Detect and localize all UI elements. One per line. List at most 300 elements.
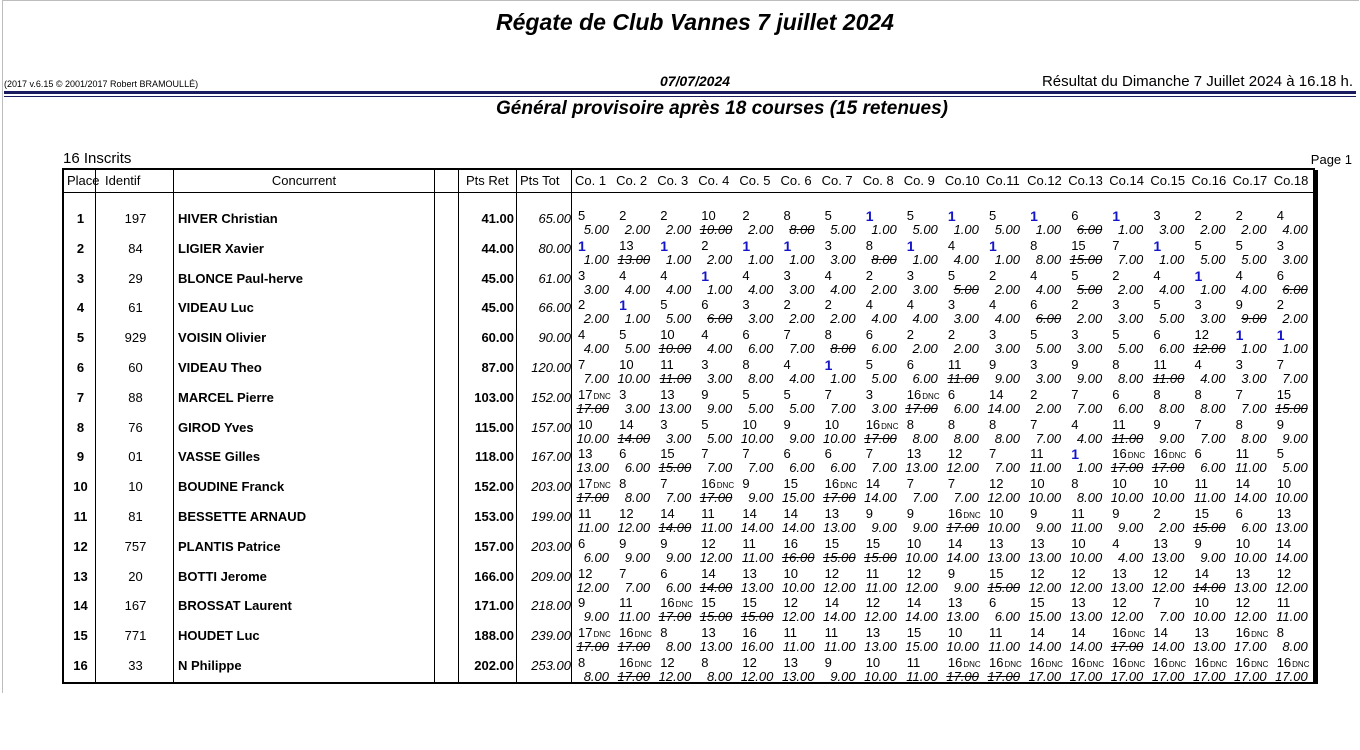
pts-tot-cell: 209.00 [531, 568, 571, 584]
race-rank: 1 [1153, 237, 1162, 254]
race-rank: 1 [824, 357, 833, 373]
race-points: 11.00 [618, 609, 651, 625]
race-points: 1.00 [953, 222, 979, 237]
race-points: 1.00 [665, 251, 692, 267]
race-rank: 14 [824, 595, 840, 611]
race-rank: 7 [1235, 386, 1243, 402]
race-rank: 11 [701, 506, 715, 521]
race-rank: 10 [865, 655, 881, 670]
race-points: 14.00 [1069, 639, 1103, 655]
race-rank: 10 [783, 565, 798, 581]
race-rank: 14 [1194, 565, 1209, 581]
race-rank: 13 [783, 655, 798, 670]
race-rank: 11 [1276, 595, 1291, 611]
pts-tot-cell: 80.00 [538, 240, 571, 256]
competitor-name: BOUDINE Franck [178, 479, 285, 495]
race-points: 4.00 [748, 281, 774, 297]
race-points: 10.00 [1275, 490, 1308, 506]
race-rank: 6 [989, 595, 997, 611]
race-points: 5.00 [1035, 341, 1062, 357]
race-rank: 1 [1276, 327, 1285, 344]
race-rank: 7 [1030, 416, 1038, 432]
race-rank: 11 [783, 625, 797, 641]
race-rank: 4 [578, 327, 586, 343]
race-points: 6.00 [789, 460, 815, 476]
pts-tot-cell: 65.00 [538, 211, 571, 226]
race-points: 17.00 [576, 400, 609, 416]
race-points: 5.00 [789, 400, 815, 416]
race-rank: 4 [1071, 416, 1079, 432]
race-rank: 4 [824, 267, 832, 283]
ident-cell: 88 [128, 389, 143, 405]
race-rank: 5 [660, 297, 668, 313]
race-points: 3.00 [789, 281, 815, 297]
race-rank: 14 [865, 476, 881, 492]
race-points: 4.00 [583, 341, 609, 357]
race-points: 3.00 [583, 281, 609, 297]
race-points: 10.00 [987, 520, 1020, 535]
race-rank: 6 [824, 446, 832, 462]
race-rank: 10 [824, 416, 840, 432]
race-points: 5.00 [871, 371, 897, 386]
race-rank: 12 [701, 535, 716, 551]
race-rank: 8 [1194, 386, 1202, 402]
race-rank: 4 [947, 237, 956, 253]
race-points: 6.00 [706, 311, 733, 327]
table-row [64, 290, 1313, 327]
place-cell: 14 [73, 598, 88, 614]
race-rank: 3 [1030, 357, 1038, 372]
race-points: 11.00 [1152, 371, 1185, 386]
race-points: 13.00 [1069, 609, 1103, 625]
race-rank: 7 [906, 476, 915, 492]
race-rank: 6 [701, 297, 709, 313]
race-rank: 9 [1112, 506, 1120, 521]
race-rank: 8 [1276, 625, 1284, 641]
race-points: 2.00 [1241, 222, 1267, 237]
competitor-name: BLONCE Paul-herve [178, 270, 303, 286]
race-rank: 3 [619, 386, 627, 402]
race-points: 1.00 [1076, 460, 1103, 476]
race-points: 6.00 [583, 549, 609, 565]
race-points: 8.00 [624, 490, 651, 506]
race-rank: 2 [906, 327, 915, 343]
race-points: 12.00 [987, 490, 1020, 506]
race-points: 8.00 [748, 371, 774, 386]
race-rank: 1 [783, 237, 792, 254]
race-points: 9.00 [830, 669, 856, 684]
race-points: 17.00 [1275, 669, 1308, 684]
race-rank: 8 [578, 655, 586, 670]
race-points: 17.00 [1110, 669, 1144, 684]
race-rank: 11 [1153, 357, 1167, 372]
race-rank: 13 [865, 625, 881, 641]
race-points: 1.00 [1159, 251, 1185, 267]
race-points: 6.00 [1200, 460, 1226, 476]
race-rank: 3 [578, 267, 586, 283]
race-rank: 1 [619, 297, 627, 314]
race-rank: 1 [1071, 446, 1079, 463]
race-rank: 6 [783, 446, 791, 462]
race-rank: 7 [1194, 416, 1202, 432]
race-rank: 17DNC [578, 386, 611, 402]
race-points: 10.00 [781, 579, 815, 595]
race-points: 4.00 [789, 371, 815, 386]
race-rank: 2 [619, 208, 627, 223]
race-rank: 11 [865, 565, 880, 581]
race-rank: 12 [989, 476, 1004, 492]
race-points: 4.00 [1282, 222, 1308, 237]
race-points: 7.00 [583, 371, 609, 386]
race-points: 13.00 [781, 669, 815, 684]
race-points: 10.00 [740, 430, 774, 446]
race-rank: 10 [906, 535, 922, 551]
pts-ret-cell: 188.00 [474, 628, 514, 644]
ident-cell: 10 [128, 479, 143, 495]
header-pts-tot: Pts Tot [520, 173, 560, 188]
competitor-name: VIDEAU Theo [178, 360, 262, 375]
race-rank: 4 [1112, 535, 1120, 551]
race-rank: 5 [578, 208, 586, 223]
race-points: 9.00 [748, 490, 774, 506]
race-points: 3.00 [953, 311, 979, 327]
race-points: 3.00 [665, 430, 692, 446]
race-rank: 3 [906, 267, 915, 283]
race-points: 4.00 [1076, 430, 1103, 446]
race-rank: 14 [701, 565, 716, 581]
race-rank: 8 [660, 625, 668, 641]
race-rank: 12 [1153, 565, 1168, 581]
table-row [64, 380, 1313, 416]
race-points: 7.00 [871, 460, 897, 476]
race-rank: 2 [1194, 208, 1202, 223]
ident-cell: 929 [124, 330, 147, 346]
race-rank: 15 [1276, 386, 1292, 402]
pts-ret-cell: 152.00 [474, 479, 514, 495]
race-points: 5.00 [1117, 341, 1144, 357]
race-rank: 13 [1030, 535, 1045, 551]
race-points: 13.00 [946, 609, 979, 625]
race-points: 11.00 [741, 549, 774, 565]
race-points: 6.00 [994, 609, 1020, 625]
race-points: 2.00 [994, 281, 1020, 297]
place-cell: 9 [76, 449, 85, 465]
race-rank: 10 [1112, 476, 1127, 492]
race-points: 11.00 [1193, 490, 1226, 506]
competitor-name: MARCEL Pierre [178, 389, 274, 405]
race-points: 17.00 [617, 669, 651, 684]
race-points: 14.00 [699, 579, 733, 595]
race-rank: 5 [1153, 297, 1161, 313]
race-points: 1.00 [994, 251, 1020, 267]
race-rank: 11 [1112, 416, 1126, 432]
race-rank: 14 [947, 535, 963, 551]
race-rank: 2 [578, 297, 586, 313]
competitor-name: PLANTIS Patrice [178, 538, 281, 554]
race-rank: 16DNC [1153, 446, 1187, 462]
race-points: 15.00 [781, 490, 815, 506]
race-rank: 9 [1030, 506, 1038, 521]
race-rank: 15 [742, 595, 757, 611]
race-points: 17.00 [576, 490, 609, 506]
race-points: 5.00 [1200, 251, 1226, 267]
race-points: 3.00 [1200, 311, 1226, 327]
race-rank: 7 [989, 446, 997, 462]
race-points: 2.00 [1117, 281, 1144, 297]
race-rank: 10 [1235, 535, 1251, 551]
race-points: 14.00 [781, 520, 815, 535]
race-points: 4.00 [1200, 371, 1226, 386]
race-rank: 12 [1194, 327, 1209, 343]
race-rank: 9 [619, 535, 627, 551]
table-row [64, 559, 1313, 595]
race-rank: 16DNC [1071, 655, 1104, 670]
race-points: 5.00 [953, 281, 979, 297]
race-rank: 16DNC [824, 476, 858, 492]
race-points: 3.00 [912, 281, 938, 297]
race-rank: 12 [865, 595, 881, 611]
ident-cell: 76 [128, 419, 143, 435]
race-rank: 7 [1276, 357, 1284, 372]
race-rank: 10 [1194, 595, 1209, 611]
race-points: 12.00 [946, 460, 979, 476]
race-points: 4.00 [706, 341, 733, 357]
race-rank: 10 [947, 625, 963, 641]
race-rank: 1 [578, 237, 586, 254]
header-pts-ret: Pts Ret [466, 173, 509, 188]
race-rank: 9 [1071, 357, 1079, 372]
table-shadow-bar [1315, 170, 1318, 684]
race-points: 3.00 [1282, 251, 1308, 267]
race-rank: 4 [1194, 357, 1202, 372]
race-points: 6.00 [871, 341, 897, 357]
header-race-11: Co.11 [986, 173, 1020, 188]
race-points: 12.00 [864, 609, 897, 625]
race-points: 6.00 [953, 400, 979, 416]
race-rank: 8 [701, 655, 709, 670]
race-points: 7.00 [624, 579, 651, 595]
race-points: 13.00 [823, 520, 856, 535]
race-points: 7.00 [830, 400, 856, 416]
race-rank: 6 [578, 535, 586, 551]
pts-ret-cell: 103.00 [474, 389, 514, 405]
race-points: 4.00 [1241, 281, 1267, 297]
table-row [64, 469, 1313, 506]
race-points: 15.00 [823, 549, 856, 565]
race-points: 7.00 [912, 490, 938, 506]
race-rank: 13 [989, 535, 1004, 551]
standings-subtitle: Général provisoire après 18 courses (15 retenues) [496, 98, 948, 119]
entries-count: 16 Inscrits [63, 150, 132, 167]
race-points: 8.00 [1035, 251, 1062, 267]
pts-ret-cell: 45.00 [481, 270, 514, 286]
race-rank: 12 [742, 655, 757, 670]
race-rank: 12 [1276, 565, 1292, 581]
race-points: 8.00 [706, 669, 733, 684]
race-points: 1.00 [748, 251, 774, 267]
race-rank: 3 [701, 357, 709, 372]
race-points: 8.00 [912, 430, 938, 446]
pts-tot-cell: 66.00 [538, 300, 571, 316]
race-points: 10.00 [658, 341, 692, 357]
race-points: 8.00 [1117, 371, 1144, 386]
race-rank: 9 [1194, 535, 1202, 551]
race-rank: 12 [1071, 565, 1086, 581]
race-points: 13.00 [658, 400, 692, 416]
race-rank: 3 [1112, 297, 1120, 313]
race-points: 6.00 [624, 460, 651, 476]
race-points: 8.00 [1200, 400, 1226, 416]
race-points: 2.00 [624, 222, 651, 237]
race-points: 9.00 [665, 549, 692, 565]
race-points: 15.00 [658, 460, 692, 476]
race-rank: 3 [1071, 327, 1079, 343]
race-rank: 5 [989, 208, 997, 223]
race-rank: 4 [701, 327, 709, 343]
race-rank: 1 [865, 208, 874, 224]
header-race-18: Co.18 [1273, 173, 1309, 188]
header-race-13: Co.13 [1068, 173, 1103, 188]
race-rank: 16DNC [701, 476, 735, 492]
race-rank: 8 [742, 357, 750, 372]
race-rank: 9 [1153, 416, 1161, 432]
race-points: 9.00 [1076, 371, 1103, 386]
race-points: 4.00 [830, 281, 856, 297]
ident-cell: 20 [128, 568, 143, 584]
table-row [64, 350, 1313, 386]
place-cell: 3 [76, 270, 85, 286]
race-rank: 9 [701, 386, 709, 402]
race-points: 5.00 [706, 430, 733, 446]
header-race-12: Co.12 [1027, 173, 1062, 188]
race-rank: 9 [1235, 297, 1243, 313]
header-ident: Identif [105, 173, 141, 188]
header-concurrent: Concurrent [271, 173, 337, 188]
place-cell: 6 [76, 360, 85, 375]
race-rank: 3 [1153, 208, 1161, 223]
race-points: 17.00 [1234, 639, 1267, 655]
race-rank: 9 [906, 506, 915, 521]
race-rank: 3 [742, 297, 750, 313]
race-rank: 12 [619, 506, 634, 521]
race-points: 11.00 [700, 520, 733, 535]
race-points: 5.00 [1282, 460, 1308, 476]
race-rank: 5 [906, 208, 915, 223]
race-rank: 16DNC [1235, 625, 1269, 641]
race-rank: 11 [824, 625, 839, 641]
race-points: 17.00 [1151, 460, 1185, 476]
race-points: 5.00 [624, 341, 651, 357]
race-points: 11.00 [947, 371, 979, 386]
race-points: 17.00 [987, 669, 1020, 684]
race-points: 8.00 [1076, 490, 1103, 506]
race-rank: 12 [1235, 595, 1251, 611]
race-points: 4.00 [871, 311, 897, 327]
race-points: 8.00 [1241, 430, 1267, 446]
place-cell: 15 [73, 628, 88, 644]
race-rank: 15 [865, 535, 881, 551]
race-rank: 16DNC [906, 386, 940, 402]
race-rank: 3 [660, 416, 668, 432]
race-points: 12.00 [1234, 609, 1267, 625]
header-race-3: Co. 3 [657, 173, 689, 188]
race-rank: 10 [1071, 535, 1086, 551]
header-race-16: Co.16 [1191, 173, 1227, 188]
race-points: 2.00 [665, 222, 692, 237]
race-points: 9.00 [1117, 520, 1144, 535]
table-row [64, 410, 1313, 446]
race-rank: 6 [742, 327, 750, 343]
race-points: 5.00 [994, 222, 1020, 237]
race-points: 13.00 [740, 579, 774, 595]
race-points: 17.00 [1028, 669, 1062, 684]
race-rank: 13 [947, 595, 963, 611]
race-points: 13.00 [864, 639, 897, 655]
race-points: 9.00 [583, 609, 609, 625]
race-points: 6.00 [1241, 520, 1267, 535]
race-points: 3.00 [871, 400, 897, 416]
race-rank: 15 [701, 595, 716, 611]
race-rank: 9 [947, 565, 956, 581]
race-rank: 8 [865, 237, 873, 253]
results-table [62, 168, 1315, 684]
race-points: 15.00 [1275, 400, 1308, 416]
race-points: 15.00 [740, 609, 774, 625]
race-rank: 7 [660, 476, 668, 492]
table-row [64, 439, 1313, 476]
race-points: 13.00 [1234, 579, 1267, 595]
table-row [64, 588, 1313, 625]
race-points: 17.00 [1192, 669, 1226, 684]
ident-cell: 01 [128, 449, 143, 465]
race-rank: 2 [1235, 208, 1243, 223]
race-points: 11.00 [659, 371, 692, 386]
race-points: 17.00 [699, 490, 733, 506]
header-race-15: Co.15 [1150, 173, 1186, 188]
header-rule-thick [4, 91, 1356, 94]
race-rank: 4 [1276, 208, 1284, 223]
race-rank: 8 [824, 327, 832, 343]
race-points: 2.00 [830, 311, 856, 327]
race-points: 10.00 [617, 371, 651, 386]
race-points: 10.00 [1069, 549, 1103, 565]
race-points: 4.00 [953, 251, 979, 267]
race-rank: 11 [619, 595, 633, 611]
pts-tot-cell: 203.00 [531, 479, 571, 495]
header-race-10: Co.10 [944, 173, 980, 188]
race-rank: 5 [824, 208, 832, 223]
race-rank: 16DNC [619, 625, 652, 641]
race-rank: 5 [619, 327, 627, 343]
race-points: 14.00 [617, 430, 651, 446]
race-points: 12.00 [905, 579, 938, 595]
race-points: 4.00 [1117, 549, 1144, 565]
race-rank: 3 [865, 386, 873, 402]
race-points: 13.00 [987, 549, 1020, 565]
race-rank: 1 [1112, 208, 1121, 224]
race-points: 5.00 [665, 311, 692, 327]
header-race-4: Co. 4 [698, 173, 730, 188]
table-row [64, 231, 1313, 267]
race-points: 4.00 [665, 281, 692, 297]
race-rank: 13 [1235, 565, 1251, 581]
ident-cell: 167 [124, 598, 147, 614]
race-rank: 1 [660, 237, 668, 254]
race-rank: 14 [906, 595, 922, 611]
race-rank: 7 [824, 386, 832, 402]
race-points: 11.00 [1029, 460, 1062, 476]
race-rank: 9 [578, 595, 586, 611]
